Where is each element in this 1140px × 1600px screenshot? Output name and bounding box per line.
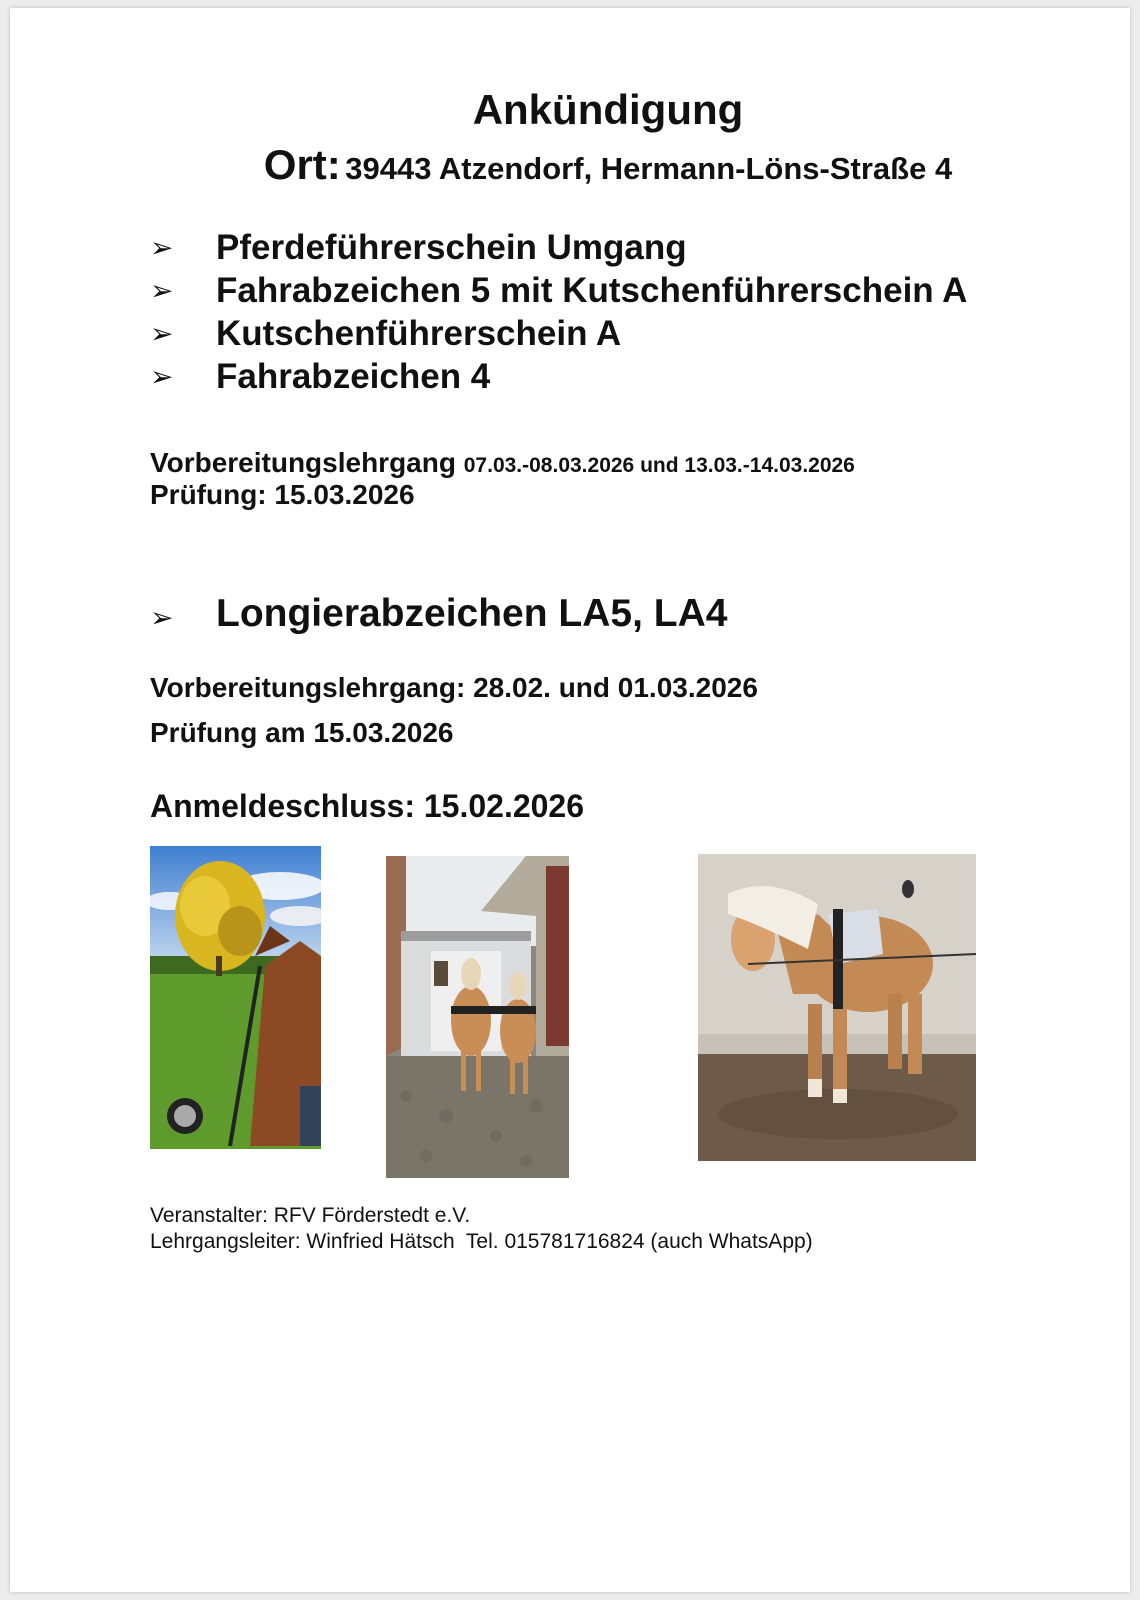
- location-line: [10, 142, 1140, 198]
- arrowhead-bullet-icon: ➢: [150, 602, 174, 633]
- location-address: 39443 Atzendorf, Hermann-Löns-Straße 4: [345, 151, 953, 186]
- location-label: Ort:: [263, 141, 341, 188]
- footer-info: [150, 1203, 813, 1255]
- lunging-horse-photo: [698, 854, 976, 1161]
- registration-deadline: Anmeldeschluss: 15.02.2026: [150, 788, 585, 824]
- list-item: ➢ Fahrabzeichen 4: [150, 357, 491, 396]
- exam-date-2: Prüfung am 15.03.2026: [150, 717, 454, 748]
- prep-course-dates-2: Vorbereitungslehrgang: 28.02. und 01.03.2026: [150, 672, 758, 703]
- list-item: ➢ Pferdeführerschein Umgang: [150, 228, 687, 267]
- horse-field-photo: [150, 846, 321, 1149]
- page-title: Ankündigung: [472, 86, 744, 133]
- carriage-horses-photo: [386, 856, 569, 1178]
- list-item: ➢ Longierabzeichen LA5, LA4: [150, 590, 727, 638]
- arrowhead-bullet-icon: ➢: [150, 232, 174, 263]
- prep-course-dates-1: Vorbereitungslehrgang 07.03.-08.03.2026 und 13.03.-14.03.2026: [150, 447, 855, 478]
- exam-date-1: Prüfung: 15.03.2026: [150, 479, 415, 510]
- list-item: ➢ Fahrabzeichen 5 mit Kutschenführerschein A: [150, 271, 968, 310]
- course-list: [150, 226, 967, 398]
- organizer-line: Veranstalter: RFV Förderstedt e.V.: [150, 1204, 471, 1227]
- arrowhead-bullet-icon: ➢: [150, 318, 174, 349]
- arrowhead-bullet-icon: ➢: [150, 275, 174, 306]
- announcement-page: [10, 8, 1130, 1592]
- course-list-longe: [150, 590, 727, 638]
- arrowhead-bullet-icon: ➢: [150, 361, 174, 392]
- list-item: ➢ Kutschenführerschein A: [150, 314, 622, 353]
- course-leader-line: Lehrgangsleiter: Winfried Hätsch Tel. 015781716824 (auch WhatsApp): [150, 1230, 813, 1253]
